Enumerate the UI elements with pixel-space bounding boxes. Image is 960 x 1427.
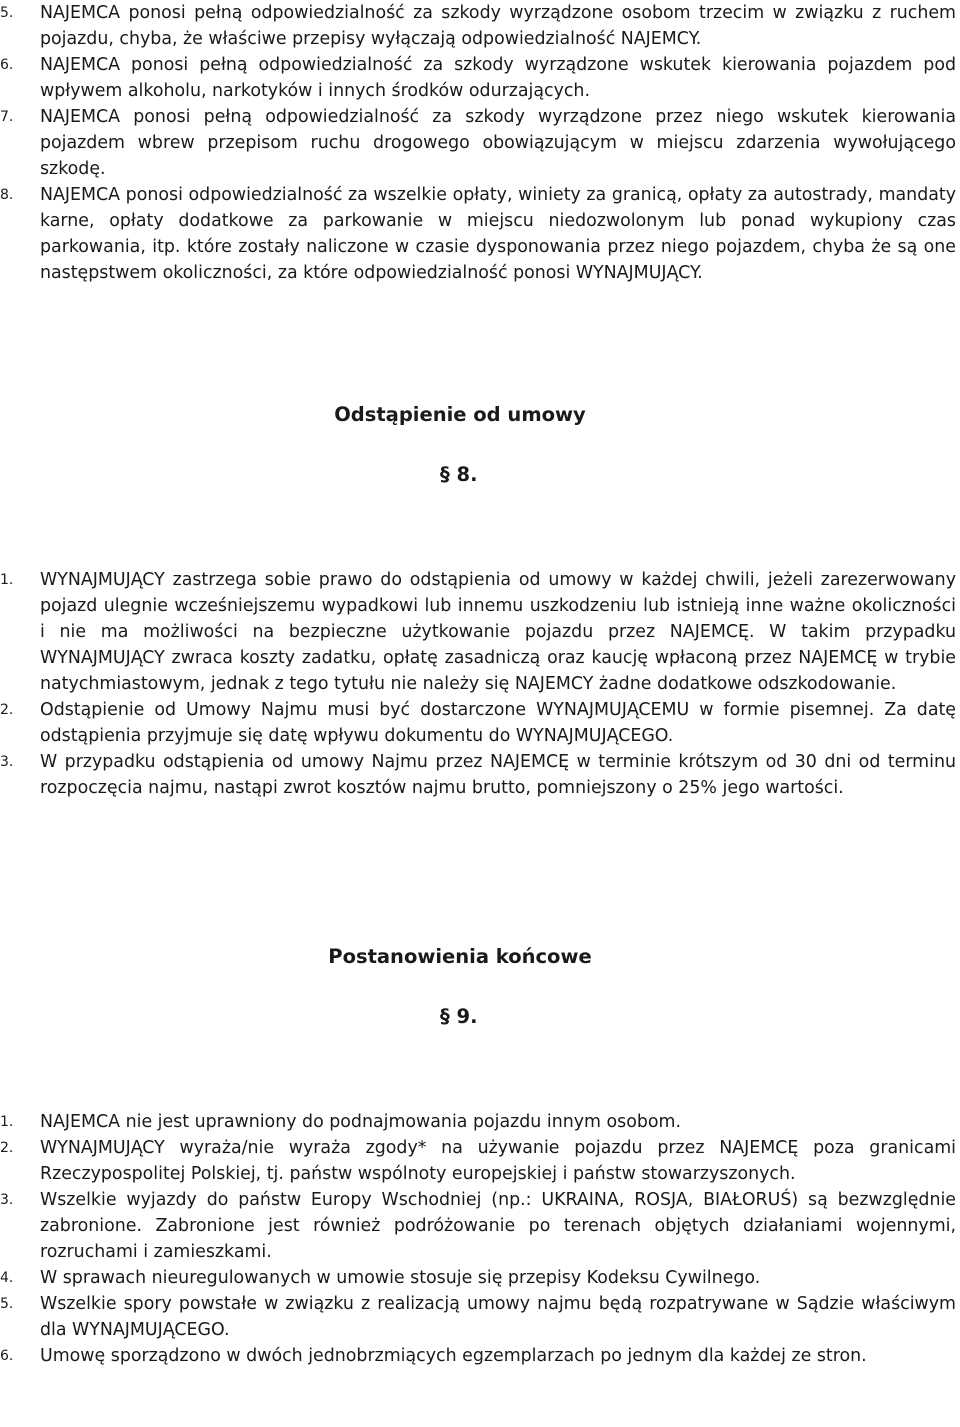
list-item <box>0 182 960 286</box>
item-number: 6. <box>0 57 14 73</box>
item-text: NAJEMCA ponosi odpowiedzialność za wszelkie opłaty, winiety za granicą, opłaty za autostrady, mandaty karne, opłaty dodatkowe za parkowanie w miejscu niedozwolonym lub ponad wykupiony czas parkowania, itp. które zostały naliczone w czasie dysponowania przez niego pojazdem, chyba że są one następstwem okoliczności, za które odpowiedzialność ponosi WYNAJMUJĄCY. <box>40 185 956 283</box>
section-number: § 8. <box>440 463 478 486</box>
list-item <box>0 52 960 104</box>
section-title: Odstąpienie od umowy <box>334 403 586 426</box>
section-title: Postanowienia końcowe <box>328 945 592 968</box>
list-item <box>0 0 960 52</box>
item-number: 5. <box>0 1296 14 1312</box>
liability-list <box>0 0 960 286</box>
list-item <box>0 104 960 182</box>
item-number: 4. <box>0 1270 14 1286</box>
item-number: 2. <box>0 1140 14 1156</box>
item-number: 6. <box>0 1348 14 1364</box>
item-text: Odstąpienie od Umowy Najmu musi być dostarczone WYNAJMUJĄCEMU w formie pisemnej. Za datę odstąpienia przyjmuje się datę wpływu dokumentu do WYNAJMUJĄCEGO. <box>40 700 956 746</box>
list-item <box>0 1291 960 1343</box>
withdrawal-list <box>0 567 960 801</box>
list-item <box>0 749 960 801</box>
item-text: W przypadku odstąpienia od umowy Najmu przez NAJEMCĘ w terminie krótszym od 30 dni od terminu rozpoczęcia najmu, nastąpi zwrot kosztów najmu brutto, pomniejszony o 25% jego wartości. <box>40 752 956 798</box>
item-number: 1. <box>0 572 14 588</box>
item-text: Wszelkie wyjazdy do państw Europy Wschodniej (np.: UKRAINA, ROSJA, BIAŁORUŚ) są bezwzględnie zabronione. Zabronione jest również podróżowanie po terenach objętych działaniami wojennymi, rozruchami i zamieszkami. <box>40 1190 956 1262</box>
item-text: NAJEMCA nie jest uprawniony do podnajmowania pojazdu innym osobom. <box>40 1112 681 1132</box>
item-text: WYNAJMUJĄCY wyraża/nie wyraża zgody* na używanie pojazdu przez NAJEMCĘ poza granicami Rzeczypospolitej Polskiej, tj. państw wspólnoty europejskiej i państw stowarzyszonych. <box>40 1138 956 1184</box>
final-provisions-list <box>0 1109 960 1369</box>
item-number: 8. <box>0 187 14 203</box>
item-number: 2. <box>0 702 14 718</box>
item-text: Wszelkie spory powstałe w związku z realizacją umowy najmu będą rozpatrywane w Sądzie właściwym dla WYNAJMUJĄCEGO. <box>40 1294 956 1340</box>
list-item <box>0 697 960 749</box>
item-text: NAJEMCA ponosi pełną odpowiedzialność za szkody wyrządzone przez niego wskutek kierowania pojazdem wbrew przepisom ruchu drogowego obowiązującym w miejscu zdarzenia wywołującego szkodę. <box>40 107 956 179</box>
item-text: WYNAJMUJĄCY zastrzega sobie prawo do odstąpienia od umowy w każdej chwili, jeżeli zarezerwowany pojazd ulegnie wcześniejszemu wypadkowi lub innemu uszkodzeniu lub istnieją inne ważne okoliczności i nie ma możliwości na bezpieczne użytkowanie pojazdu przez NAJEMCĘ. W takim przypadku WYNAJMUJĄCY zwraca koszty zadatku, opłatę zasadniczą oraz kaucję wpłaconą przez NAJEMCĘ w trybie natychmiastowym, jednak z tego tytułu nie należy się NAJEMCY żadne dodatkowe odszkodowanie. <box>40 570 956 694</box>
list-item <box>0 1343 960 1369</box>
item-text: NAJEMCA ponosi pełną odpowiedzialność za szkody wyrządzone osobom trzecim w związku z ruchem pojazdu, chyba, że właściwe przepisy wyłączają odpowiedzialność NAJEMCY. <box>40 3 956 49</box>
list-item <box>0 1109 960 1135</box>
item-text: Umowę sporządzono w dwóch jednobrzmiących egzemplarzach po jednym dla każdej ze stron. <box>40 1346 867 1366</box>
list-item <box>0 1187 960 1265</box>
item-text: NAJEMCA ponosi pełną odpowiedzialność za szkody wyrządzone wskutek kierowania pojazdem pod wpływem alkoholu, narkotyków i innych środków odurzających. <box>40 55 956 101</box>
item-number: 1. <box>0 1114 14 1130</box>
item-text: W sprawach nieuregulowanych w umowie stosuje się przepisy Kodeksu Cywilnego. <box>40 1268 761 1288</box>
list-item <box>0 567 960 697</box>
item-number: 5. <box>0 5 14 21</box>
list-item <box>0 1265 960 1291</box>
item-number: 3. <box>0 754 14 770</box>
item-number: 3. <box>0 1192 14 1208</box>
section-number: § 9. <box>440 1005 478 1028</box>
item-number: 7. <box>0 109 14 125</box>
list-item <box>0 1135 960 1187</box>
